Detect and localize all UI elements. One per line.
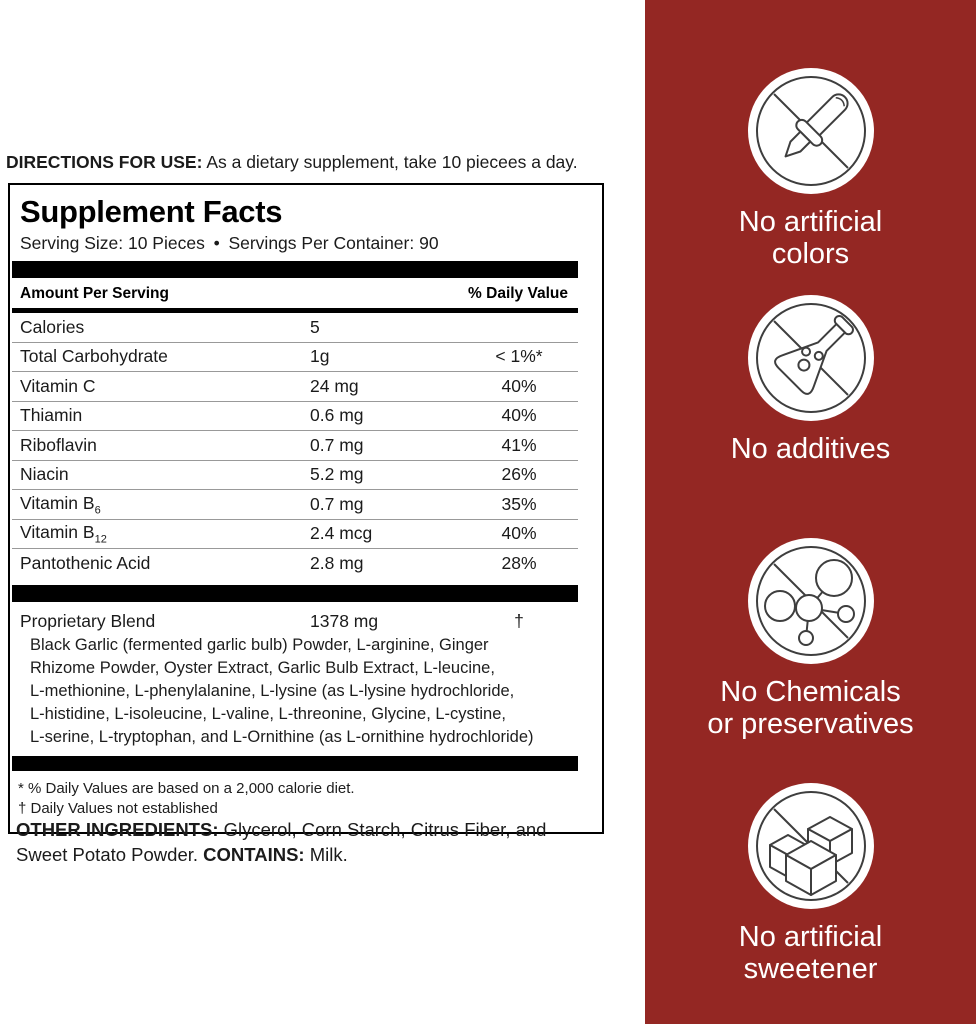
footnotes <box>18 779 578 820</box>
nutrient-daily-value: 40% <box>501 405 537 426</box>
other-ingredients-body: Glycerol, Corn Starch, Citrus Fiber, and Sweet Potato Powder. <box>16 819 547 865</box>
fact-row <box>12 430 578 460</box>
col-header-daily-value: % Daily Value <box>468 285 568 302</box>
nutrient-amount: 1g <box>310 346 330 367</box>
blend-description <box>30 634 570 749</box>
nutrient-daily-value: 28% <box>501 552 537 573</box>
other-ingredients <box>16 818 596 867</box>
directions-for-use <box>6 150 666 174</box>
claim-badge-label-line: sweetener <box>743 953 878 985</box>
flask-icon <box>748 295 874 421</box>
contains-body: Milk. <box>309 843 348 865</box>
facts-rows <box>12 313 578 578</box>
blend-dv-dagger: † <box>514 610 524 631</box>
contains-label: CONTAINS: <box>203 843 305 865</box>
claim-badge <box>645 538 976 740</box>
claim-badge <box>645 68 976 270</box>
claim-badge-label <box>739 206 882 270</box>
blend-description-line: Rhizome Powder, Oyster Extract, Garlic Bulb Extract, L-leucine, <box>30 658 495 677</box>
no-claims-panel <box>645 0 976 1024</box>
fact-row <box>12 519 578 549</box>
blend-description-line: L-histidine, L-isoleucine, L-valine, L-threonine, Glycine, L-cystine, <box>30 704 506 723</box>
proprietary-blend-row <box>12 602 578 632</box>
serving-info: Serving Size: 10 Pieces • Servings Per Container: 90 <box>20 233 439 253</box>
nutrient-amount: 5.2 mg <box>310 464 364 485</box>
claim-badge-label <box>731 433 891 465</box>
nutrient-daily-value: 35% <box>501 493 537 514</box>
blend-description-line: L-methionine, L-phenylalanine, L-lysine (as L-lysine hydrochloride, <box>30 681 515 700</box>
divider-bar-top <box>12 261 578 278</box>
supplement-facts-panel <box>8 183 604 834</box>
nutrient-name: Riboflavin <box>20 434 97 455</box>
blend-description-line: Black Garlic (fermented garlic bulb) Powder, L-arginine, Ginger <box>30 635 489 654</box>
other-ingredients-label: OTHER INGREDIENTS: <box>16 819 219 840</box>
fact-row <box>12 371 578 401</box>
claim-badge-label-line: No Chemicals <box>720 676 901 708</box>
fact-row <box>12 342 578 372</box>
nutrient-daily-value: 26% <box>501 464 537 485</box>
fact-row <box>12 460 578 490</box>
nutrient-amount: 2.8 mg <box>310 552 364 573</box>
nutrient-amount: 0.6 mg <box>310 405 364 426</box>
nutrient-daily-value: < 1%* <box>495 346 543 367</box>
divider-bar-bottom <box>12 756 578 771</box>
nutrient-amount: 2.4 mcg <box>310 523 373 544</box>
nutrient-daily-value: 40% <box>501 375 537 396</box>
fact-row <box>12 489 578 519</box>
col-header-amount-per-serving: Amount Per Serving <box>20 285 169 302</box>
claim-badge-label <box>739 921 882 985</box>
divider-bar-mid <box>12 585 578 602</box>
nutrient-amount: 0.7 mg <box>310 493 364 514</box>
sugar-cubes-icon <box>748 783 874 909</box>
nutrient-name: Thiamin <box>20 405 83 426</box>
nutrient-amount: 24 mg <box>310 375 359 396</box>
nutrient-amount: 5 <box>310 316 320 337</box>
fact-row <box>12 313 578 342</box>
claim-badge <box>645 783 976 985</box>
nutrient-name: Total Carbohydrate <box>20 346 168 367</box>
nutrient-name: Vitamin $B_{12}$ <box>20 522 107 546</box>
molecule-icon <box>748 538 874 664</box>
nutrient-name: Vitamin C <box>20 375 96 396</box>
facts-header-row <box>12 278 578 308</box>
fact-row <box>12 401 578 431</box>
nutrient-daily-value: 40% <box>501 523 537 544</box>
claim-badge-label-line: or preservatives <box>707 708 914 740</box>
directions-body: As a dietary supplement, take 10 piecees a day. <box>206 152 578 172</box>
claim-badge <box>645 295 976 465</box>
blend-amount: 1378 mg <box>310 610 379 631</box>
claim-badge-label-line: No artificial <box>738 921 883 953</box>
nutrient-name: Vitamin $B_6$ <box>20 492 101 516</box>
nutrient-name: Pantothenic Acid <box>20 552 151 573</box>
claim-badge-label-line: colors <box>771 238 850 270</box>
footnote: * % Daily Values are based on a 2,000 calorie diet. <box>18 779 355 797</box>
claim-badge-label <box>707 676 913 740</box>
nutrient-name: Calories <box>20 316 85 337</box>
fact-row <box>12 548 578 578</box>
footnote: † Daily Values not established <box>18 800 218 817</box>
blend-description-line: L-serine, L-tryptophan, and L-Ornithine (as L-ornithine hydrochloride) <box>30 727 534 746</box>
nutrient-name: Niacin <box>20 464 69 485</box>
claim-badge-label-line: No artificial <box>738 206 883 238</box>
nutrient-daily-value: 41% <box>501 434 537 455</box>
nutrient-amount: 0.7 mg <box>310 434 364 455</box>
dropper-icon <box>748 68 874 194</box>
directions-label: DIRECTIONS FOR USE: <box>6 152 203 172</box>
claim-badge-label-line: No additives <box>730 433 891 465</box>
blend-name: Proprietary Blend <box>20 610 156 631</box>
supplement-facts-title: Supplement Facts <box>20 194 283 229</box>
